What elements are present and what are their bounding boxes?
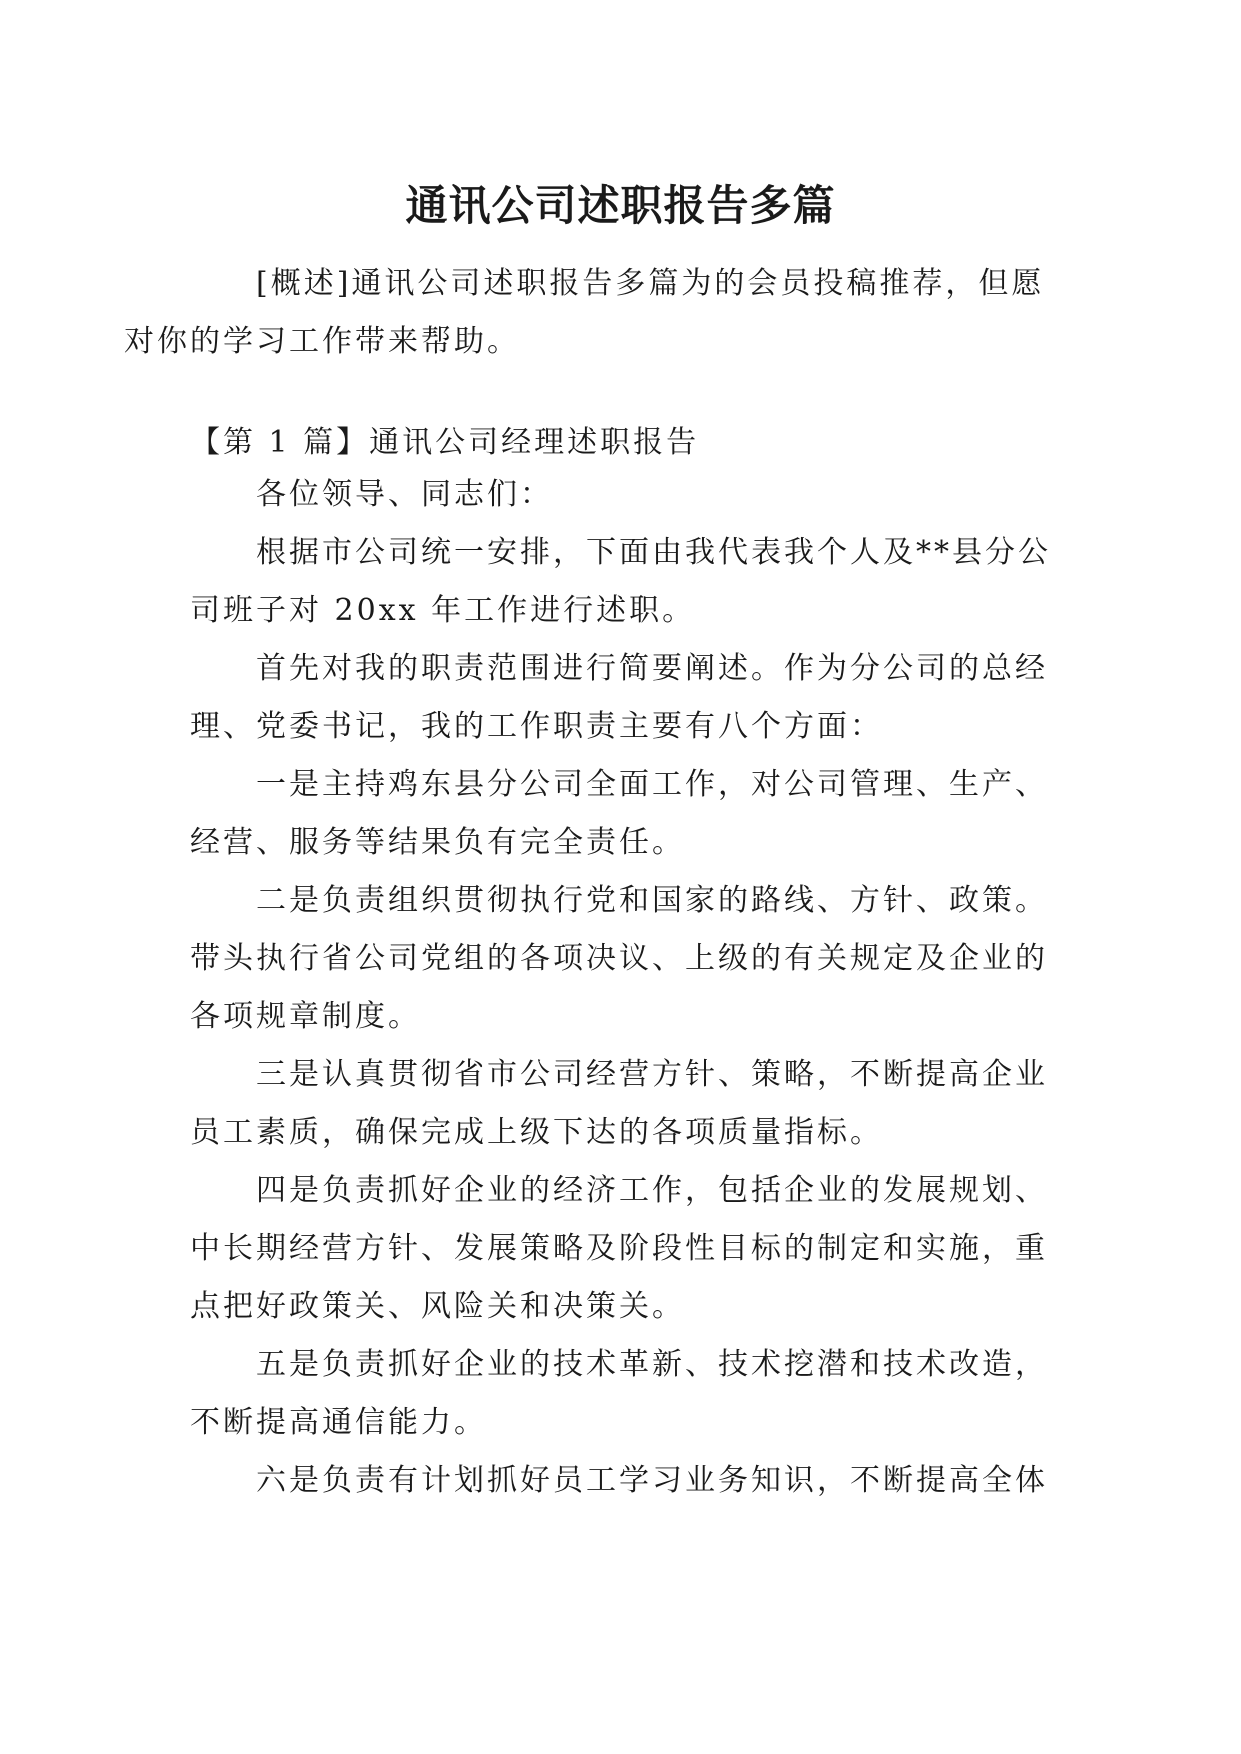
document-title: 通讯公司述职报告多篇 (405, 181, 836, 231)
summary-line: [概述]通讯公司述职报告多篇为的会员投稿推荐，但愿 (256, 266, 1045, 301)
paragraph (190, 1162, 1050, 1336)
paragraph-line: 司班子对 20xx 年工作进行述职。 (190, 593, 696, 628)
paragraph-line: 各项规章制度。 (190, 999, 421, 1034)
paragraph-line: 中长期经营方针、发展策略及阶段性目标的制定和实施，重 (190, 1231, 1048, 1266)
paragraph-line: 首先对我的职责范围进行简要阐述。作为分公司的总经 (256, 651, 1048, 686)
paragraph (190, 1046, 1050, 1162)
paragraph-line: 员工素质，确保完成上级下达的各项质量指标。 (190, 1115, 883, 1150)
paragraph-line: 六是负责有计划抓好员工学习业务知识，不断提高全体 (256, 1463, 1048, 1498)
paragraph-line: 二是负责组织贯彻执行党和国家的路线、方针、政策。 (256, 883, 1048, 918)
summary-paragraph (124, 255, 1050, 371)
paragraph-line: 经营、服务等结果负有完全责任。 (190, 825, 685, 860)
paragraph-line: 不断提高通信能力。 (190, 1405, 487, 1440)
paragraph-salutation (190, 466, 1050, 524)
paragraph-line: 五是负责抓好企业的技术革新、技术挖潜和技术改造， (256, 1347, 1048, 1382)
section-heading (190, 414, 1050, 472)
paragraph (190, 640, 1050, 756)
report-body (190, 466, 1050, 1510)
paragraph (190, 756, 1050, 872)
section-heading-text: 【第 1 篇】通讯公司经理述职报告 (190, 425, 700, 460)
paragraph-line: 各位领导、同志们： (256, 477, 553, 512)
paragraph-line: 一是主持鸡东县分公司全面工作，对公司管理、生产、 (256, 767, 1048, 802)
paragraph-line: 理、党委书记，我的工作职责主要有八个方面： (190, 709, 883, 744)
paragraph-line: 根据市公司统一安排，下面由我代表我个人及**县分公 (256, 535, 1051, 570)
paragraph (190, 524, 1050, 640)
paragraph-line: 四是负责抓好企业的经济工作，包括企业的发展规划、 (256, 1173, 1048, 1208)
summary-line: 对你的学习工作带来帮助。 (124, 324, 520, 359)
paragraph-line: 点把好政策关、风险关和决策关。 (190, 1289, 685, 1324)
paragraph (190, 872, 1050, 1046)
paragraph-line: 三是认真贯彻省市公司经营方针、策略，不断提高企业 (256, 1057, 1048, 1092)
paragraph (190, 1336, 1050, 1452)
paragraph (190, 1452, 1050, 1510)
paragraph-line: 带头执行省公司党组的各项决议、上级的有关规定及企业的 (190, 941, 1048, 976)
